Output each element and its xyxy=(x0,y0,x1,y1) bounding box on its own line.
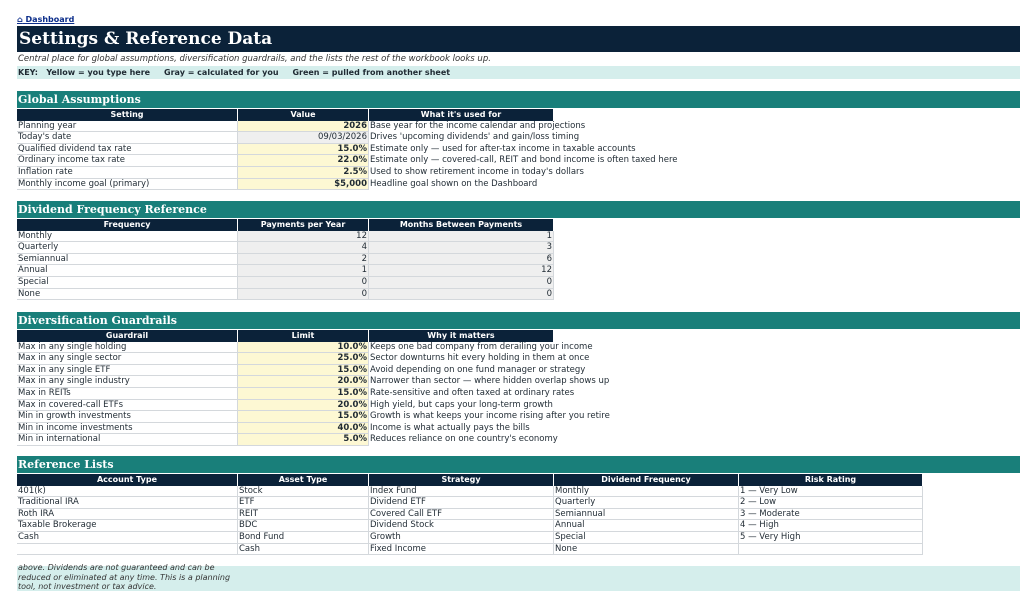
dividend-frequency-item: Annual xyxy=(554,520,739,532)
column-header: Setting xyxy=(17,109,238,121)
payments-per-year: 4 xyxy=(238,242,369,254)
guardrail-name: Min in income investments xyxy=(17,423,238,435)
column-header: Payments per Year xyxy=(238,219,369,231)
setting-description: Estimate only — covered-call, REIT and bond income is often taxed here xyxy=(370,155,678,166)
setting-description: Drives 'upcoming dividends' and gain/loss timing xyxy=(370,132,580,143)
frequency-name: None xyxy=(17,289,238,301)
global-assumptions-table xyxy=(17,109,678,190)
guardrail-limit-input[interactable]: 40.0% xyxy=(238,423,369,435)
guardrails-table xyxy=(17,330,610,446)
column-header: Risk Rating xyxy=(739,474,923,486)
guardrail-reason: Narrower than sector — where hidden overlap shows up xyxy=(370,376,610,387)
guardrail-limit-input[interactable]: 15.0% xyxy=(238,411,369,423)
column-header: Guardrail xyxy=(17,330,238,342)
disclaimer-note: above. Dividends are not guaranteed and can be reduced or eliminated at any time. This is a planning tool, not investment or tax advice. xyxy=(18,563,231,592)
table-row xyxy=(17,411,610,423)
setting-value-calculated: 09/03/2026 xyxy=(238,132,369,144)
months-between-payments: 3 xyxy=(369,242,554,254)
guardrail-reason: Avoid depending on one fund manager or strategy xyxy=(370,364,586,375)
setting-label: Monthly income goal (primary) xyxy=(17,179,238,191)
guardrail-limit-input[interactable]: 25.0% xyxy=(238,353,369,365)
table-row xyxy=(17,509,923,521)
column-header: Account Type xyxy=(17,474,238,486)
guardrail-limit-input[interactable]: 20.0% xyxy=(238,376,369,388)
frequency-name: Annual xyxy=(17,265,238,277)
risk-rating-item: 5 — Very High xyxy=(739,532,923,544)
months-between-payments: 12 xyxy=(369,265,554,277)
guardrail-limit-input[interactable]: 15.0% xyxy=(238,365,369,377)
table-header-row xyxy=(17,109,554,121)
months-between-payments: 0 xyxy=(369,277,554,289)
guardrail-name: Max in any single holding xyxy=(17,342,238,354)
setting-label: Planning year xyxy=(17,121,238,133)
asset-type-item: Bond Fund xyxy=(238,532,369,544)
guardrail-name: Max in any single industry xyxy=(17,376,238,388)
setting-description: Base year for the income calendar and projections xyxy=(370,120,586,131)
column-header: Months Between Payments xyxy=(369,219,554,231)
table-row xyxy=(17,520,923,532)
table-row xyxy=(17,254,554,266)
setting-label: Today's date xyxy=(17,132,238,144)
months-between-payments: 1 xyxy=(369,231,554,243)
guardrail-name: Max in any single sector xyxy=(17,353,238,365)
table-row xyxy=(17,353,590,365)
table-row xyxy=(17,341,593,354)
frequency-name: Monthly xyxy=(17,231,238,243)
payments-per-year: 0 xyxy=(238,277,369,289)
strategy-item: Index Fund xyxy=(369,486,554,498)
table-row xyxy=(17,265,554,277)
page-subtitle: Central place for global assumptions, diversification guardrails, and the lists the rest of the workbook looks up. xyxy=(18,54,491,64)
color-key-legend: KEY: Yellow = you type here Gray = calculated for you Green = pulled from another sheet xyxy=(17,66,1020,79)
guardrail-name: Max in REITs xyxy=(17,388,238,400)
section-reference-lists: Reference Lists xyxy=(17,456,1020,473)
risk-rating-item: 4 — High xyxy=(739,520,923,532)
guardrail-reason: Growth is what keeps your income rising after you retire xyxy=(370,411,610,422)
dashboard-link-label: Dashboard xyxy=(25,15,75,24)
frequency-name: Special xyxy=(17,277,238,289)
payments-per-year: 1 xyxy=(238,265,369,277)
frequency-name: Quarterly xyxy=(17,242,238,254)
column-header: Why it matters xyxy=(369,330,554,342)
table-row xyxy=(17,166,584,179)
dividend-frequency-item: Special xyxy=(554,532,739,544)
account-type-item: Taxable Brokerage xyxy=(17,520,238,532)
guardrail-reason: High yield, but caps your long-term growth xyxy=(370,399,553,410)
table-row xyxy=(17,242,554,254)
strategy-item: Dividend ETF xyxy=(369,497,554,509)
guardrail-reason: Sector downturns hit every holding in them at once xyxy=(370,353,590,364)
table-row xyxy=(17,486,923,498)
table-row xyxy=(17,423,554,435)
table-row xyxy=(17,143,636,156)
payments-per-year: 2 xyxy=(238,254,369,266)
guardrail-reason: Income is what actually pays the bills xyxy=(370,422,530,433)
months-between-payments: 0 xyxy=(369,289,554,301)
account-type-item: Roth IRA xyxy=(17,509,238,521)
guardrail-limit-input[interactable]: 20.0% xyxy=(238,400,369,412)
guardrail-limit-input[interactable]: 5.0% xyxy=(238,434,369,446)
table-row xyxy=(17,532,923,544)
guardrail-name: Max in any single ETF xyxy=(17,365,238,377)
strategy-item: Growth xyxy=(369,532,554,544)
table-header-row xyxy=(17,219,554,231)
risk-rating-item xyxy=(739,544,923,556)
asset-type-item: Cash xyxy=(238,544,369,556)
table-row xyxy=(17,132,580,144)
table-row xyxy=(17,544,923,556)
table-header-row xyxy=(17,330,554,342)
column-header: Limit xyxy=(238,330,369,342)
table-row xyxy=(17,376,610,388)
risk-rating-item: 3 — Moderate xyxy=(739,509,923,521)
section-diversification-guardrails: Diversification Guardrails xyxy=(17,312,1020,329)
account-type-item: 401(k) xyxy=(17,486,238,498)
column-header: Value xyxy=(238,109,369,121)
guardrail-name: Min in international xyxy=(17,434,238,446)
dividend-frequency-item: Quarterly xyxy=(554,497,739,509)
table-row xyxy=(17,289,554,301)
asset-type-item: Stock xyxy=(238,486,369,498)
setting-description: Estimate only — used for after-tax income in taxable accounts xyxy=(370,143,636,154)
guardrail-limit-input[interactable]: 10.0% xyxy=(238,342,369,354)
setting-label: Ordinary income tax rate xyxy=(17,155,238,167)
guardrail-reason: Rate-sensitive and often taxed at ordinary rates xyxy=(370,387,575,398)
months-between-payments: 6 xyxy=(369,254,554,266)
dividend-frequency-table xyxy=(17,219,554,300)
guardrail-name: Min in growth investments xyxy=(17,411,238,423)
setting-description: Used to show retirement income in today's dollars xyxy=(370,166,584,177)
table-row xyxy=(17,155,678,167)
table-row xyxy=(17,387,575,400)
setting-value-input[interactable]: 2026 xyxy=(238,121,369,133)
column-header: Frequency xyxy=(17,219,238,231)
setting-value-input[interactable]: 2.5% xyxy=(238,167,369,179)
account-type-item: Cash xyxy=(17,532,238,544)
risk-rating-item: 1 — Very Low xyxy=(739,486,923,498)
setting-label: Inflation rate xyxy=(17,167,238,179)
payments-per-year: 0 xyxy=(238,289,369,301)
section-dividend-frequency: Dividend Frequency Reference xyxy=(17,201,1020,218)
asset-type-item: REIT xyxy=(238,509,369,521)
table-row xyxy=(17,497,923,509)
home-icon: ⌂ xyxy=(17,15,23,24)
table-row xyxy=(17,277,554,289)
section-global-assumptions: Global Assumptions xyxy=(17,91,1020,108)
guardrail-name: Max in covered-call ETFs xyxy=(17,400,238,412)
strategy-item: Dividend Stock xyxy=(369,520,554,532)
guardrail-reason: Reduces reliance on one country's economy xyxy=(370,434,558,445)
table-row xyxy=(17,364,586,377)
table-row xyxy=(17,179,554,191)
asset-type-item: ETF xyxy=(238,497,369,509)
table-row xyxy=(17,231,554,243)
setting-description: Headline goal shown on the Dashboard xyxy=(370,178,538,189)
table-row xyxy=(17,400,554,412)
table-row xyxy=(17,434,558,446)
strategy-item: Fixed Income xyxy=(369,544,554,556)
dashboard-link[interactable] xyxy=(17,15,74,24)
frequency-name: Semiannual xyxy=(17,254,238,266)
payments-per-year: 12 xyxy=(238,231,369,243)
dividend-frequency-item: Semiannual xyxy=(554,509,739,521)
page-title: Settings & Reference Data xyxy=(17,26,1020,52)
asset-type-item: BDC xyxy=(238,520,369,532)
column-header: Asset Type xyxy=(238,474,369,486)
account-type-item xyxy=(17,544,238,556)
setting-value-input[interactable]: 22.0% xyxy=(238,155,369,167)
strategy-item: Covered Call ETF xyxy=(369,509,554,521)
setting-value-input[interactable]: 15.0% xyxy=(238,144,369,156)
column-header: Dividend Frequency xyxy=(554,474,739,486)
account-type-item: Traditional IRA xyxy=(17,497,238,509)
reference-lists-table xyxy=(17,474,923,555)
guardrail-reason: Keeps one bad company from derailing your income xyxy=(370,341,593,352)
column-header: What it's used for xyxy=(369,109,554,121)
dividend-frequency-item: Monthly xyxy=(554,486,739,498)
column-header: Strategy xyxy=(369,474,554,486)
setting-value-input[interactable]: $5,000 xyxy=(238,179,369,191)
guardrail-limit-input[interactable]: 15.0% xyxy=(238,388,369,400)
table-row xyxy=(17,120,586,133)
setting-label: Qualified dividend tax rate xyxy=(17,144,238,156)
table-header-row xyxy=(17,474,923,486)
dividend-frequency-item: None xyxy=(554,544,739,556)
risk-rating-item: 2 — Low xyxy=(739,497,923,509)
